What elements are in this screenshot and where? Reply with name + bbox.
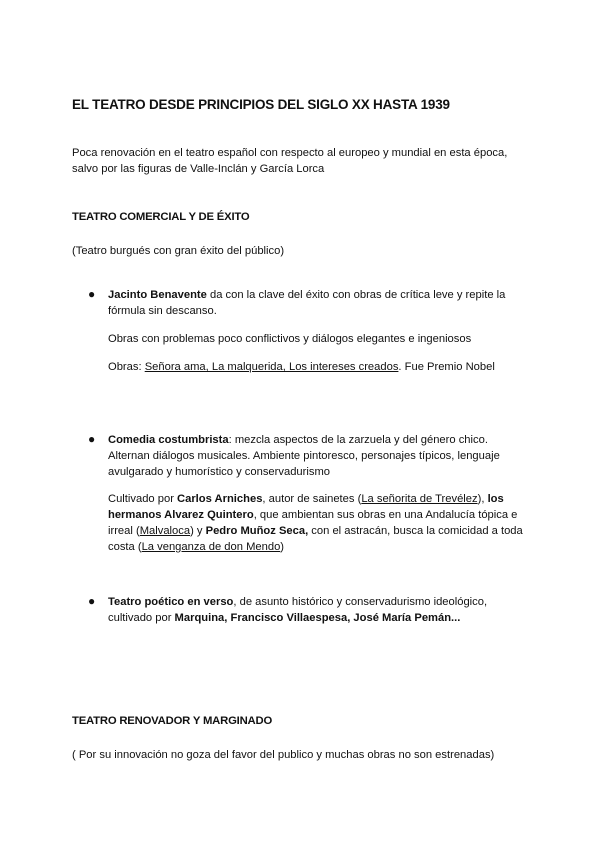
bullet-marker: ●: [88, 287, 96, 301]
costumbrista-paragraph: [108, 432, 523, 480]
work-trevelez: La señorita de Trevélez: [361, 493, 478, 505]
text-run: ): [280, 541, 285, 553]
poetico-authors: Marquina, Francisco Villaespesa, José María Pemán...: [174, 612, 461, 624]
costumbrista-authors-paragraph: [108, 491, 523, 555]
bullet-marker: ●: [88, 594, 96, 608]
text-run: con el astracán, busca la comicidad a toda costa (: [108, 525, 523, 553]
poetico-name: Teatro poético en verso: [108, 596, 234, 608]
text-run: ),: [477, 493, 488, 505]
work-malvaloca: Malvaloca: [139, 525, 191, 537]
text-run: , autor de sainetes (: [262, 493, 362, 505]
text-run: ) y: [190, 525, 206, 537]
benavente-paragraph: [108, 287, 518, 319]
text-run: , que ambientan sus obras en una Andalucía tópica e irreal (: [108, 509, 518, 537]
section-note-comercial: (Teatro burgués con gran éxito del público): [72, 245, 285, 257]
bullet-marker: ●: [88, 432, 96, 446]
document-title: EL TEATRO DESDE PRINCIPIOS DEL SIGLO XX HASTA 1939: [72, 97, 450, 112]
author-quintero: los hermanos Alvarez Quintero: [108, 493, 504, 521]
benavente-name: Jacinto Benavente: [108, 289, 207, 301]
text-run: Cultivado por: [108, 493, 178, 505]
section-heading-renovador: TEATRO RENOVADOR Y MARGINADO: [72, 715, 273, 727]
author-munoz-seca: Pedro Muñoz Seca,: [205, 525, 309, 537]
poetico-paragraph: [108, 594, 523, 626]
benavente-line2: Obras con problemas poco conflictivos y diálogos elegantes e ingeniosos: [108, 333, 472, 345]
work-venganza: La venganza de don Mendo: [141, 541, 281, 553]
intro-paragraph: Poca renovación en el teatro español con respecto al europeo y mundial en esta época, salvo por las figuras de Valle-Inclán y García Lorca: [72, 147, 508, 175]
author-arniches: Carlos Arniches: [177, 493, 263, 505]
obras-titles-link: Señora ama, La malquerida, Los intereses creados: [144, 361, 399, 373]
section-note-renovador: ( Por su innovación no goza del favor del publico y muchas obras no son estrenadas): [72, 749, 495, 761]
costumbrista-name: Comedia costumbrista: [108, 434, 229, 446]
costumbrista-text: : mezcla aspectos de la zarzuela y del género chico. Alternan diálogos musicales. Ambiente pintoresco, personajes típicos, lenguaje avulgarado y humorístico y conservadurismo: [108, 434, 500, 478]
obras-label: Obras:: [108, 361, 145, 373]
benavente-obras: [108, 359, 495, 375]
section-heading-comercial: TEATRO COMERCIAL Y DE ÉXITO: [72, 211, 250, 223]
benavente-text: da con la clave del éxito con obras de crítica leve y repite la fórmula sin descanso.: [108, 289, 506, 317]
poetico-text: , de asunto histórico y conservadurismo ideológico, cultivado por: [108, 596, 488, 624]
obras-tail: . Fue Premio Nobel: [398, 361, 495, 373]
